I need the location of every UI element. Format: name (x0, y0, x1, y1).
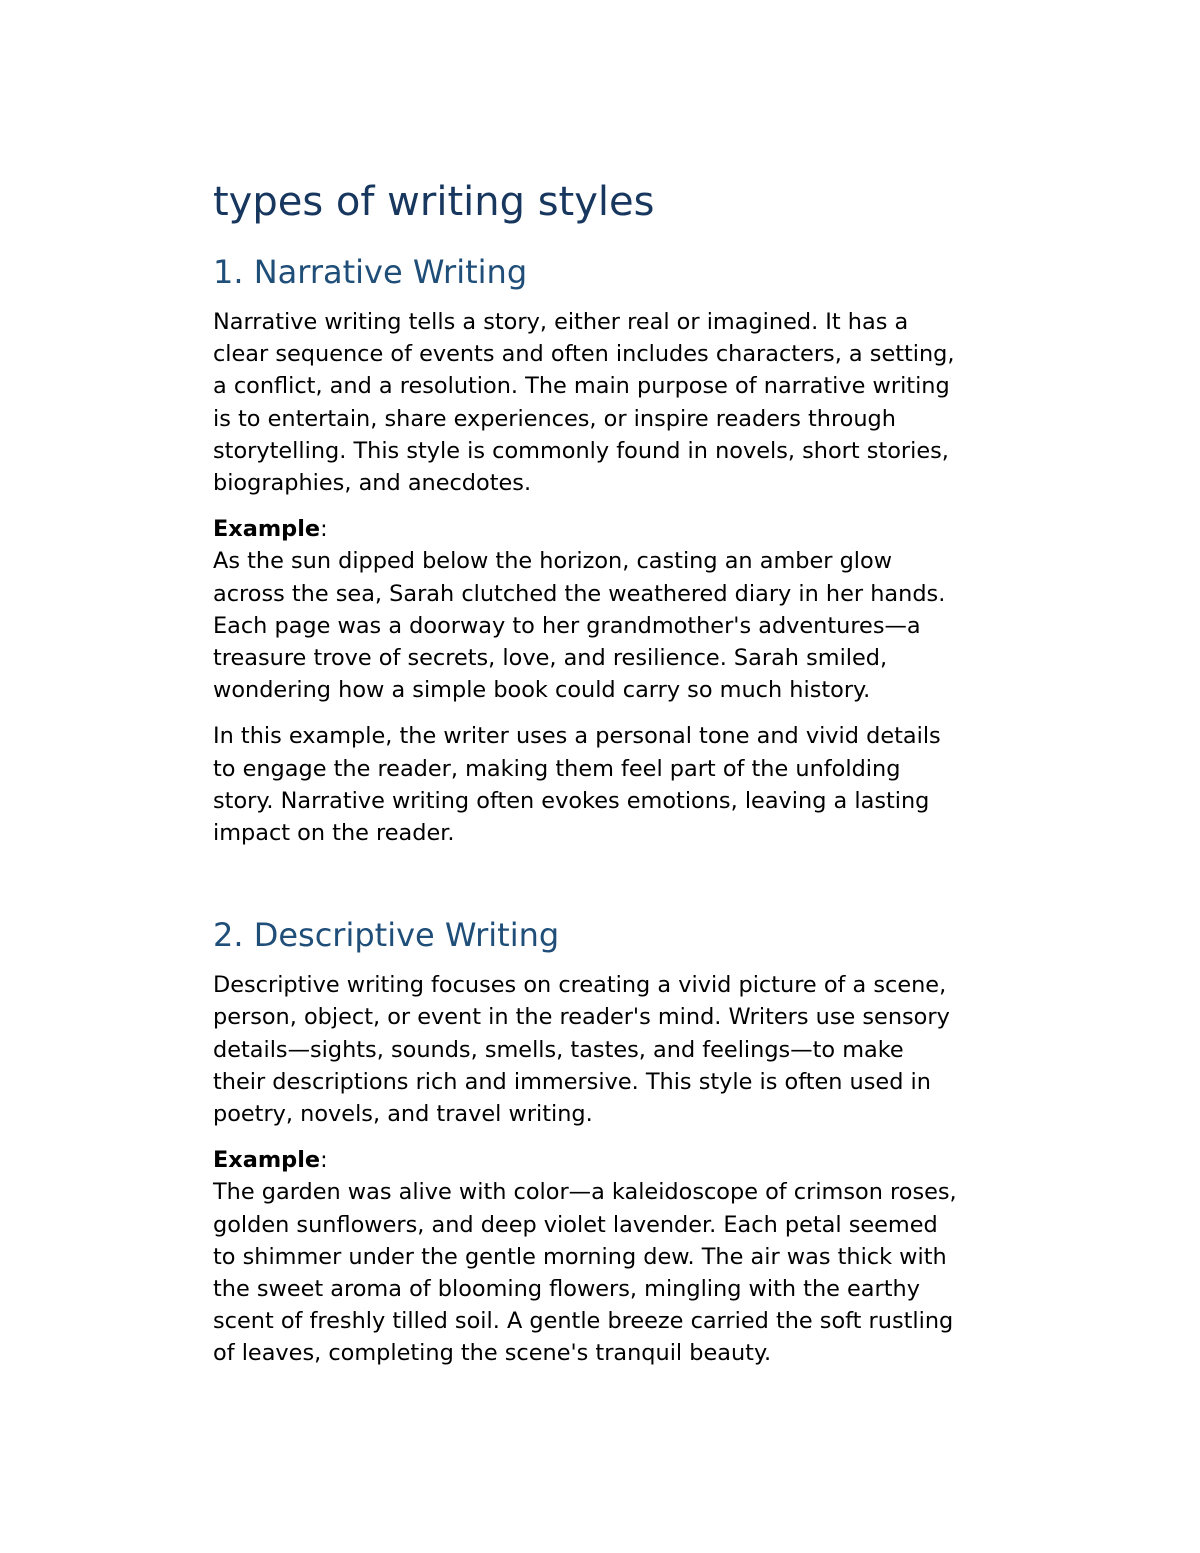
text-line: the sweet aroma of blooming flowers, mingling with the earthy (213, 1276, 920, 1303)
text-line: scent of freshly tilled soil. A gentle breeze carried the soft rustling (213, 1308, 954, 1335)
example-heading (213, 1144, 1073, 1176)
text-line: across the sea, Sarah clutched the weathered diary in her hands. (213, 580, 946, 607)
text-line: impact on the reader. (213, 820, 455, 847)
section-intro-paragraph (213, 969, 1073, 1130)
text-line: Each page was a doorway to her grandmother's adventures—a (213, 612, 921, 639)
text-line: is to entertain, share experiences, or inspire readers through (213, 405, 896, 432)
example-heading (213, 513, 1073, 545)
text-line: biographies, and anecdotes. (213, 470, 532, 497)
example-paragraph (213, 513, 1073, 706)
analysis-paragraph (213, 720, 1073, 849)
example-label: Example (213, 1147, 321, 1174)
text-line: their descriptions rich and immersive. This style is often used in (213, 1068, 931, 1095)
text-line: The garden was alive with color—a kaleidoscope of crimson roses, (213, 1179, 957, 1206)
section-heading: 2. Descriptive Writing (213, 916, 560, 955)
text-line: wondering how a simple book could carry so much history. (213, 677, 871, 704)
text-line: golden sunflowers, and deep violet lavender. Each petal seemed (213, 1211, 938, 1238)
example-paragraph (213, 1144, 1073, 1369)
text-line: person, object, or event in the reader's mind. Writers use sensory (213, 1004, 950, 1031)
text-line: storytelling. This style is commonly found in novels, short stories, (213, 437, 949, 464)
text-line: Narrative writing tells a story, either real or imagined. It has a (213, 309, 909, 335)
text-line: details—sights, sounds, smells, tastes, and feelings—to make (213, 1036, 904, 1063)
text-line: to shimmer under the gentle morning dew. The air was thick with (213, 1243, 947, 1270)
example-colon: : (320, 1147, 328, 1174)
section-heading: 1. Narrative Writing (213, 253, 528, 291)
text-line: poetry, novels, and travel writing. (213, 1101, 593, 1128)
document-title: types of writing styles (213, 179, 655, 225)
section-intro-paragraph (213, 306, 1073, 499)
text-line: story. Narrative writing often evokes emotions, leaving a lasting (213, 787, 930, 814)
example-colon: : (320, 516, 328, 543)
text-line: In this example, the writer uses a personal tone and vivid details (213, 723, 941, 750)
text-line: As the sun dipped below the horizon, casting an amber glow (213, 548, 893, 575)
section-descriptive-writing (213, 915, 1073, 1369)
document-body (213, 176, 1073, 1384)
text-line: clear sequence of events and often includes characters, a setting, (213, 341, 955, 368)
text-line: to engage the reader, making them feel part of the unfolding (213, 755, 901, 782)
example-label: Example (213, 516, 321, 543)
text-line: treasure trove of secrets, love, and resilience. Sarah smiled, (213, 645, 888, 672)
text-line: a conflict, and a resolution. The main purpose of narrative writing (213, 373, 950, 400)
text-line: of leaves, completing the scene's tranquil beauty. (213, 1340, 772, 1367)
text-line: Descriptive writing focuses on creating a vivid picture of a scene, (213, 972, 947, 999)
section-narrative-writing (213, 252, 1073, 849)
